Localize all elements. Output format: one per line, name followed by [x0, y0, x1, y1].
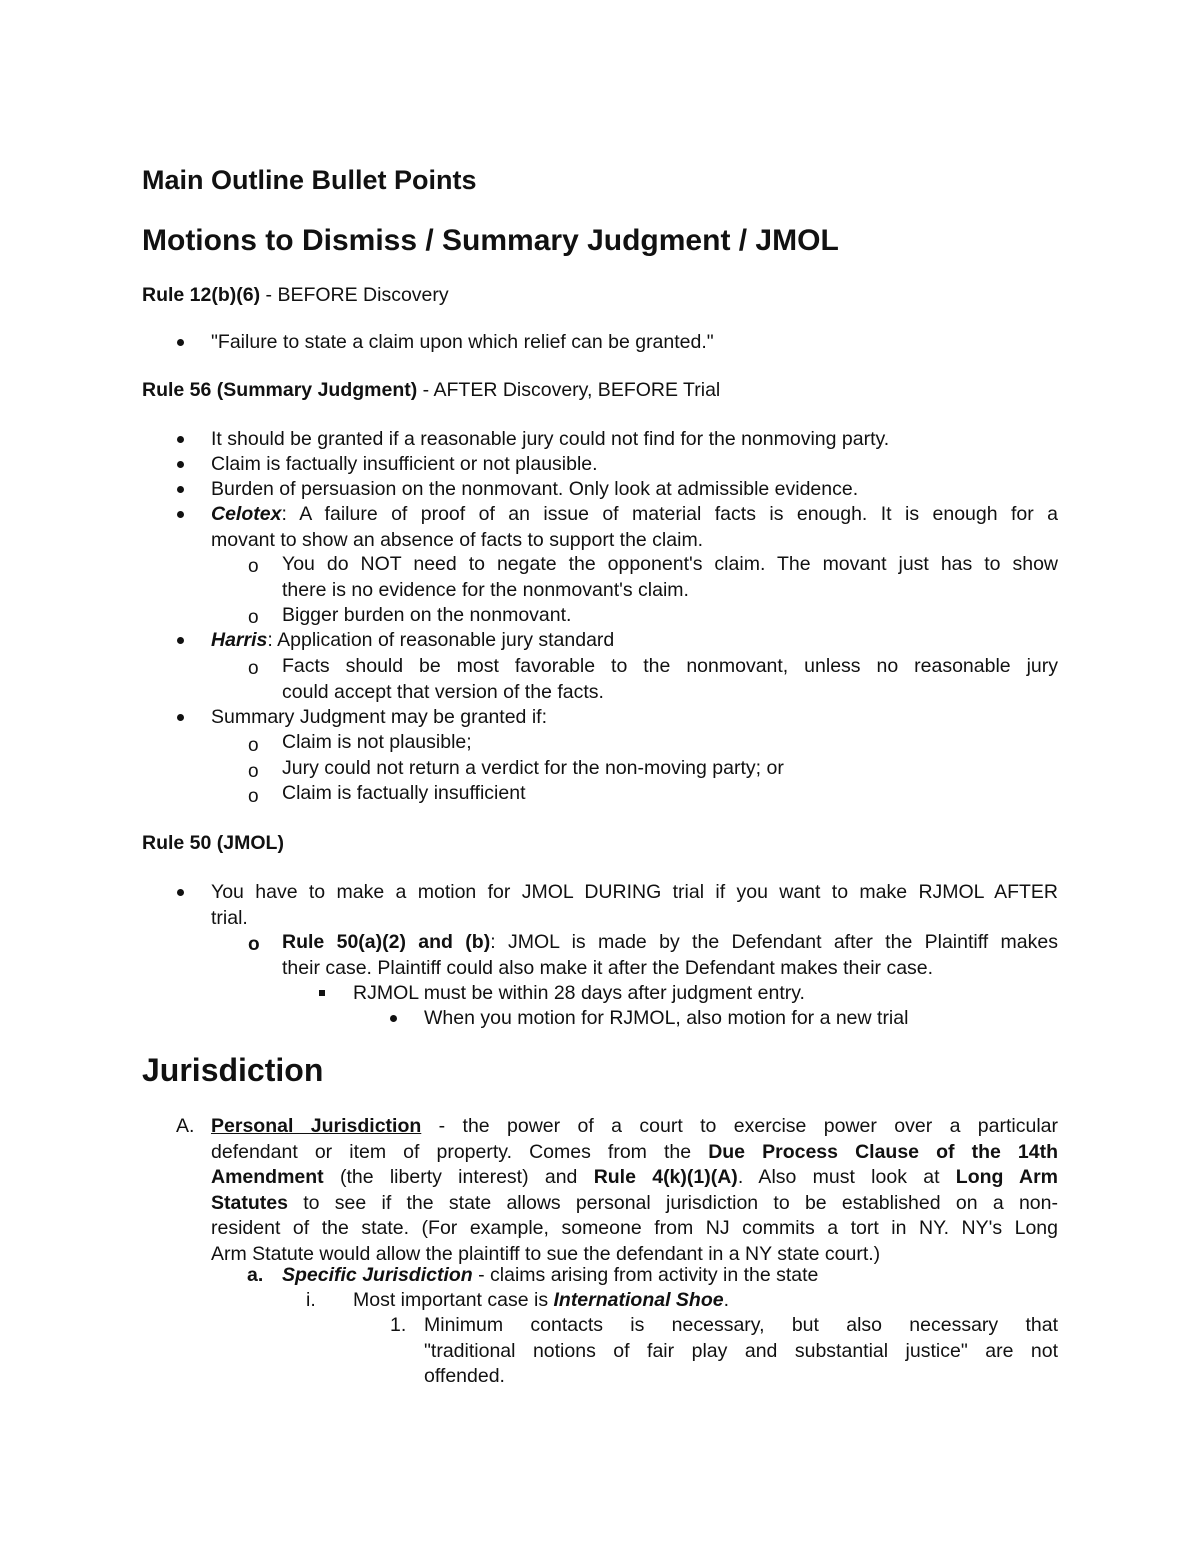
- bullet-icon: [177, 889, 184, 896]
- rule-56-label: Rule 56 (Summary Judgment): [142, 379, 418, 401]
- harris-case-name: Harris: [211, 629, 268, 651]
- specific-jurisdiction-rest: - claims arising from activity in the state: [472, 1264, 819, 1286]
- bullet-icon: [177, 461, 184, 468]
- rule-56-timing: - AFTER Discovery, BEFORE Trial: [417, 379, 721, 401]
- bullet-icon: [177, 436, 184, 443]
- celotex-case-name: Celotex: [211, 503, 282, 525]
- bullet-icon: [177, 511, 184, 518]
- rule-50-sub-line-2: their case. Plaintiff could also make it after the Defendant makes their case.: [282, 956, 934, 979]
- personal-jurisdiction-item: [211, 1114, 1058, 1267]
- square-bullet-icon: [319, 990, 325, 996]
- celotex-line-1: : A failure of proof of an issue of material facts is enough. It is enough for a: [281, 503, 1058, 525]
- bullet-icon: [177, 637, 184, 644]
- list-marker-1: 1.: [390, 1314, 407, 1336]
- list-marker-a: a.: [247, 1264, 264, 1286]
- min-contacts-line-1: Minimum contacts is necessary, but also necessary that: [424, 1314, 1058, 1336]
- rule-56-bullet-3: Burden of persuasion on the nonmovant. Only look at admissible evidence.: [211, 478, 859, 500]
- rule-50-deep-item: When you motion for RJMOL, also motion for a new trial: [424, 1007, 909, 1029]
- sub-bullet-o-icon: o: [248, 786, 259, 807]
- rule-12-heading: [142, 284, 449, 307]
- rule-12-label: Rule 12(b)(6): [142, 284, 261, 306]
- rule-50-sub-label: Rule 50(a)(2) and (b): [282, 931, 491, 953]
- pj-line-3b: (the liberty interest) and: [323, 1166, 594, 1188]
- celotex-sub-2: Bigger burden on the nonmovant.: [282, 604, 572, 626]
- celotex-sub-1: [282, 552, 1058, 603]
- sub-bullet-o-icon: o: [248, 735, 259, 756]
- sub-bullet-o-icon: o: [248, 658, 259, 679]
- sub-bullet-o-icon: o: [248, 556, 259, 577]
- bullet-icon: [177, 714, 184, 721]
- bullet-icon: [177, 486, 184, 493]
- rule-50-heading: Rule 50 (JMOL): [142, 832, 284, 854]
- sj-sub-2: Jury could not return a verdict for the non-moving party; or: [282, 757, 784, 779]
- sub-bullet-o-icon: o: [248, 934, 260, 955]
- celotex-sub-1-line-2: there is no evidence for the nonmovant's claim.: [282, 578, 689, 601]
- sub-bullet-o-icon: o: [248, 607, 259, 628]
- min-contacts-line-3: offended.: [424, 1365, 505, 1387]
- rule-56-bullet-1: It should be granted if a reasonable jury could not find for the nonmoving party.: [211, 428, 890, 450]
- pj-line-4a: Statutes: [211, 1191, 288, 1214]
- celotex-sub-1-line-1: You do NOT need to negate the opponent's claim. The movant just has to show: [282, 553, 1058, 575]
- specific-jurisdiction-item: [282, 1263, 818, 1289]
- min-contacts-line-2: "traditional notions of fair play and substantial justice" are not: [424, 1339, 1058, 1362]
- section-heading-jurisdiction: Jurisdiction: [142, 1052, 324, 1088]
- rule-50-bullet-1-line-1: You have to make a motion for JMOL DURING trial if you want to make RJMOL AFTER: [211, 881, 1058, 903]
- pj-line-2b: Due Process Clause of the 14th: [708, 1140, 1058, 1163]
- harris-bullet: [211, 628, 614, 654]
- pj-line-4b: to see if the state allows personal jurisdiction to be established on a non-: [287, 1191, 1058, 1214]
- rule-56-heading: [142, 379, 720, 402]
- specific-jurisdiction-term: Specific Jurisdiction: [282, 1264, 473, 1286]
- pj-line-3e: Long Arm: [955, 1166, 1058, 1188]
- bullet-icon: [390, 1015, 397, 1022]
- pj-line-6: Arm Statute would allow the plaintiff to sue the defendant in a NY state court.): [211, 1242, 881, 1265]
- section-heading-motions: Motions to Dismiss / Summary Judgment / JMOL: [142, 224, 839, 257]
- intl-shoe-pre: Most important case is: [353, 1289, 554, 1311]
- list-marker-i: i.: [306, 1289, 316, 1311]
- minimum-contacts-item: [424, 1313, 1058, 1390]
- harris-sub-1-line-1: Facts should be most favorable to the nonmovant, unless no reasonable jury: [282, 655, 1058, 677]
- personal-jurisdiction-term: Personal Jurisdiction: [211, 1115, 422, 1137]
- list-marker-A: A.: [176, 1115, 195, 1137]
- document-title: Main Outline Bullet Points: [142, 165, 477, 195]
- pj-line-3c: Rule 4(k)(1)(A): [593, 1166, 738, 1188]
- rule-50-sub-1: [282, 930, 1058, 981]
- harris-sub-1: [282, 654, 1058, 705]
- harris-line-1: : Application of reasonable jury standard: [267, 629, 615, 651]
- sub-bullet-o-icon: o: [248, 761, 259, 782]
- rule-12-bullet: "Failure to state a claim upon which relief can be granted.": [211, 331, 714, 353]
- pj-line-2a: defendant or item of property. Comes from the: [211, 1140, 709, 1163]
- intl-shoe-post: .: [723, 1289, 730, 1311]
- pj-line-3d: . Also must look at: [737, 1166, 956, 1188]
- sj-bullet: Summary Judgment may be granted if:: [211, 706, 547, 728]
- rule-50-square-item: RJMOL must be within 28 days after judgment entry.: [353, 982, 805, 1004]
- rule-50-bullet-1-line-2: trial.: [211, 906, 248, 929]
- pj-line-5: resident of the state. (For example, someone from NJ commits a tort in NY. NY's Long: [211, 1217, 1058, 1239]
- rule-12-timing: - BEFORE Discovery: [260, 284, 449, 306]
- sj-sub-3: Claim is factually insufficient: [282, 782, 526, 804]
- rule-50-sub-line-1: : JMOL is made by the Defendant after the Plaintiff makes: [490, 931, 1058, 953]
- rule-50-bullet-1: [211, 880, 1058, 931]
- bullet-icon: [177, 339, 184, 346]
- rule-56-bullet-2: Claim is factually insufficient or not plausible.: [211, 453, 598, 475]
- pj-line-1: - the power of a court to exercise power over a particular: [421, 1115, 1058, 1137]
- celotex-line-2: movant to show an absence of facts to support the claim.: [211, 528, 704, 551]
- pj-line-3a: Amendment: [211, 1166, 324, 1188]
- international-shoe-case-name: International Shoe: [553, 1289, 724, 1311]
- harris-sub-1-line-2: could accept that version of the facts.: [282, 680, 604, 703]
- international-shoe-item: [353, 1288, 729, 1314]
- sj-sub-1: Claim is not plausible;: [282, 731, 472, 753]
- celotex-bullet: [211, 502, 1058, 553]
